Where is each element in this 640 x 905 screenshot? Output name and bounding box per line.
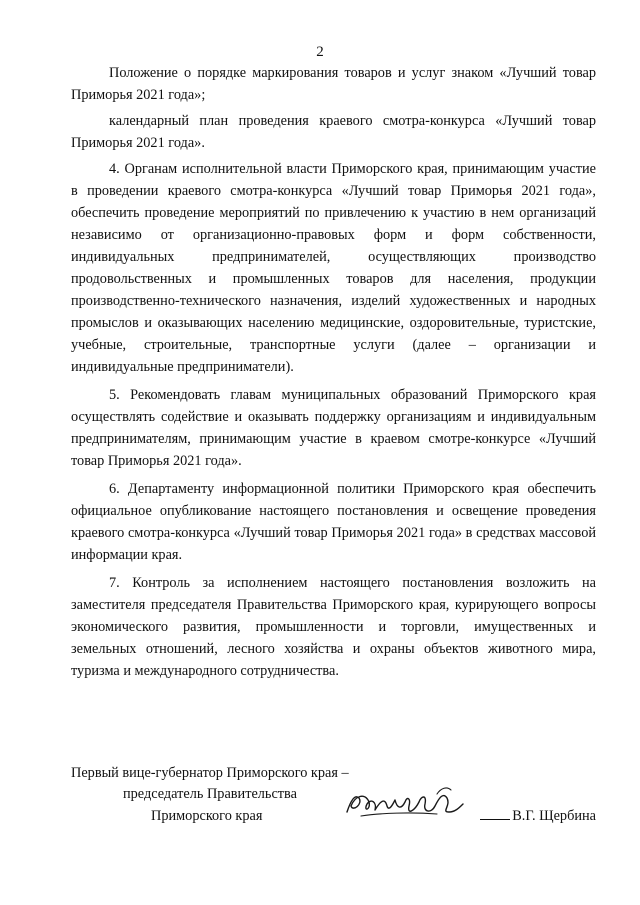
paragraph-item-4: 4. Органам исполнительной власти Приморского края, принимающим участие в проведении краевого смотра-конкурса «Лучший товар Приморья 2021 года», обеспечить проведение мероприятий по привлечению к участию в нем организаций независимо от организационно-правовых форм и форм собственности, индивидуальных предпринимателей, осуществляющих производство продовольственных и промышленных товаров для населения, продукции производственно-технического назначения, изделий художественных и народных промыслов и оказывающих населению медицинские, оздоровительные, туристские, учебные, строительные, транспортные услуги (далее – организации и индивидуальные предприниматели). (71, 161, 596, 375)
signature-underline (480, 805, 510, 820)
paragraph-item-7: 7. Контроль за исполнением настоящего постановления возложить на заместителя председателя Правительства Приморского края, курирующего вопросы экономического развития, промышленности и торговли, имущественных и земельных отношений, лесного хозяйства и охраны объектов животного мира, туризма и международного сотрудничества. (71, 575, 596, 679)
paragraph-regulation: Положение о порядке маркирования товаров и услуг знаком «Лучший товар Приморья 2021 года»; (71, 65, 596, 103)
signatory-title-line3: Приморского края (151, 808, 263, 824)
signatory-name-group (480, 805, 596, 827)
paragraph-item-6: 6. Департаменту информационной политики Приморского края обеспечить официальное опубликование настоящего постановления и освещение проведения краевого смотра-конкурса «Лучший товар Приморья 2021 года» в средствах массовой информации края. (71, 481, 596, 563)
signatory-title-line1: Первый вице-губернатор Приморского края – (71, 765, 349, 781)
handwritten-signature-icon (341, 782, 471, 828)
paragraph-item-5: 5. Рекомендовать главам муниципальных образований Приморского края осуществлять содействие и оказывать поддержку организациям и индивидуальным предпринимателям, принимающим участие в краевом смотре-конкурсе «Лучший товар Приморья 2021 года». (71, 387, 596, 469)
paragraph-calendar-plan: календарный план проведения краевого смотра-конкурса «Лучший товар Приморья 2021 года». (71, 113, 596, 151)
signature-block (71, 762, 596, 842)
page-number: 2 (316, 44, 324, 60)
signatory-name: В.Г. Щербина (512, 808, 596, 824)
signatory-title-line2: председатель Правительства (123, 786, 297, 802)
document-body (71, 62, 596, 688)
